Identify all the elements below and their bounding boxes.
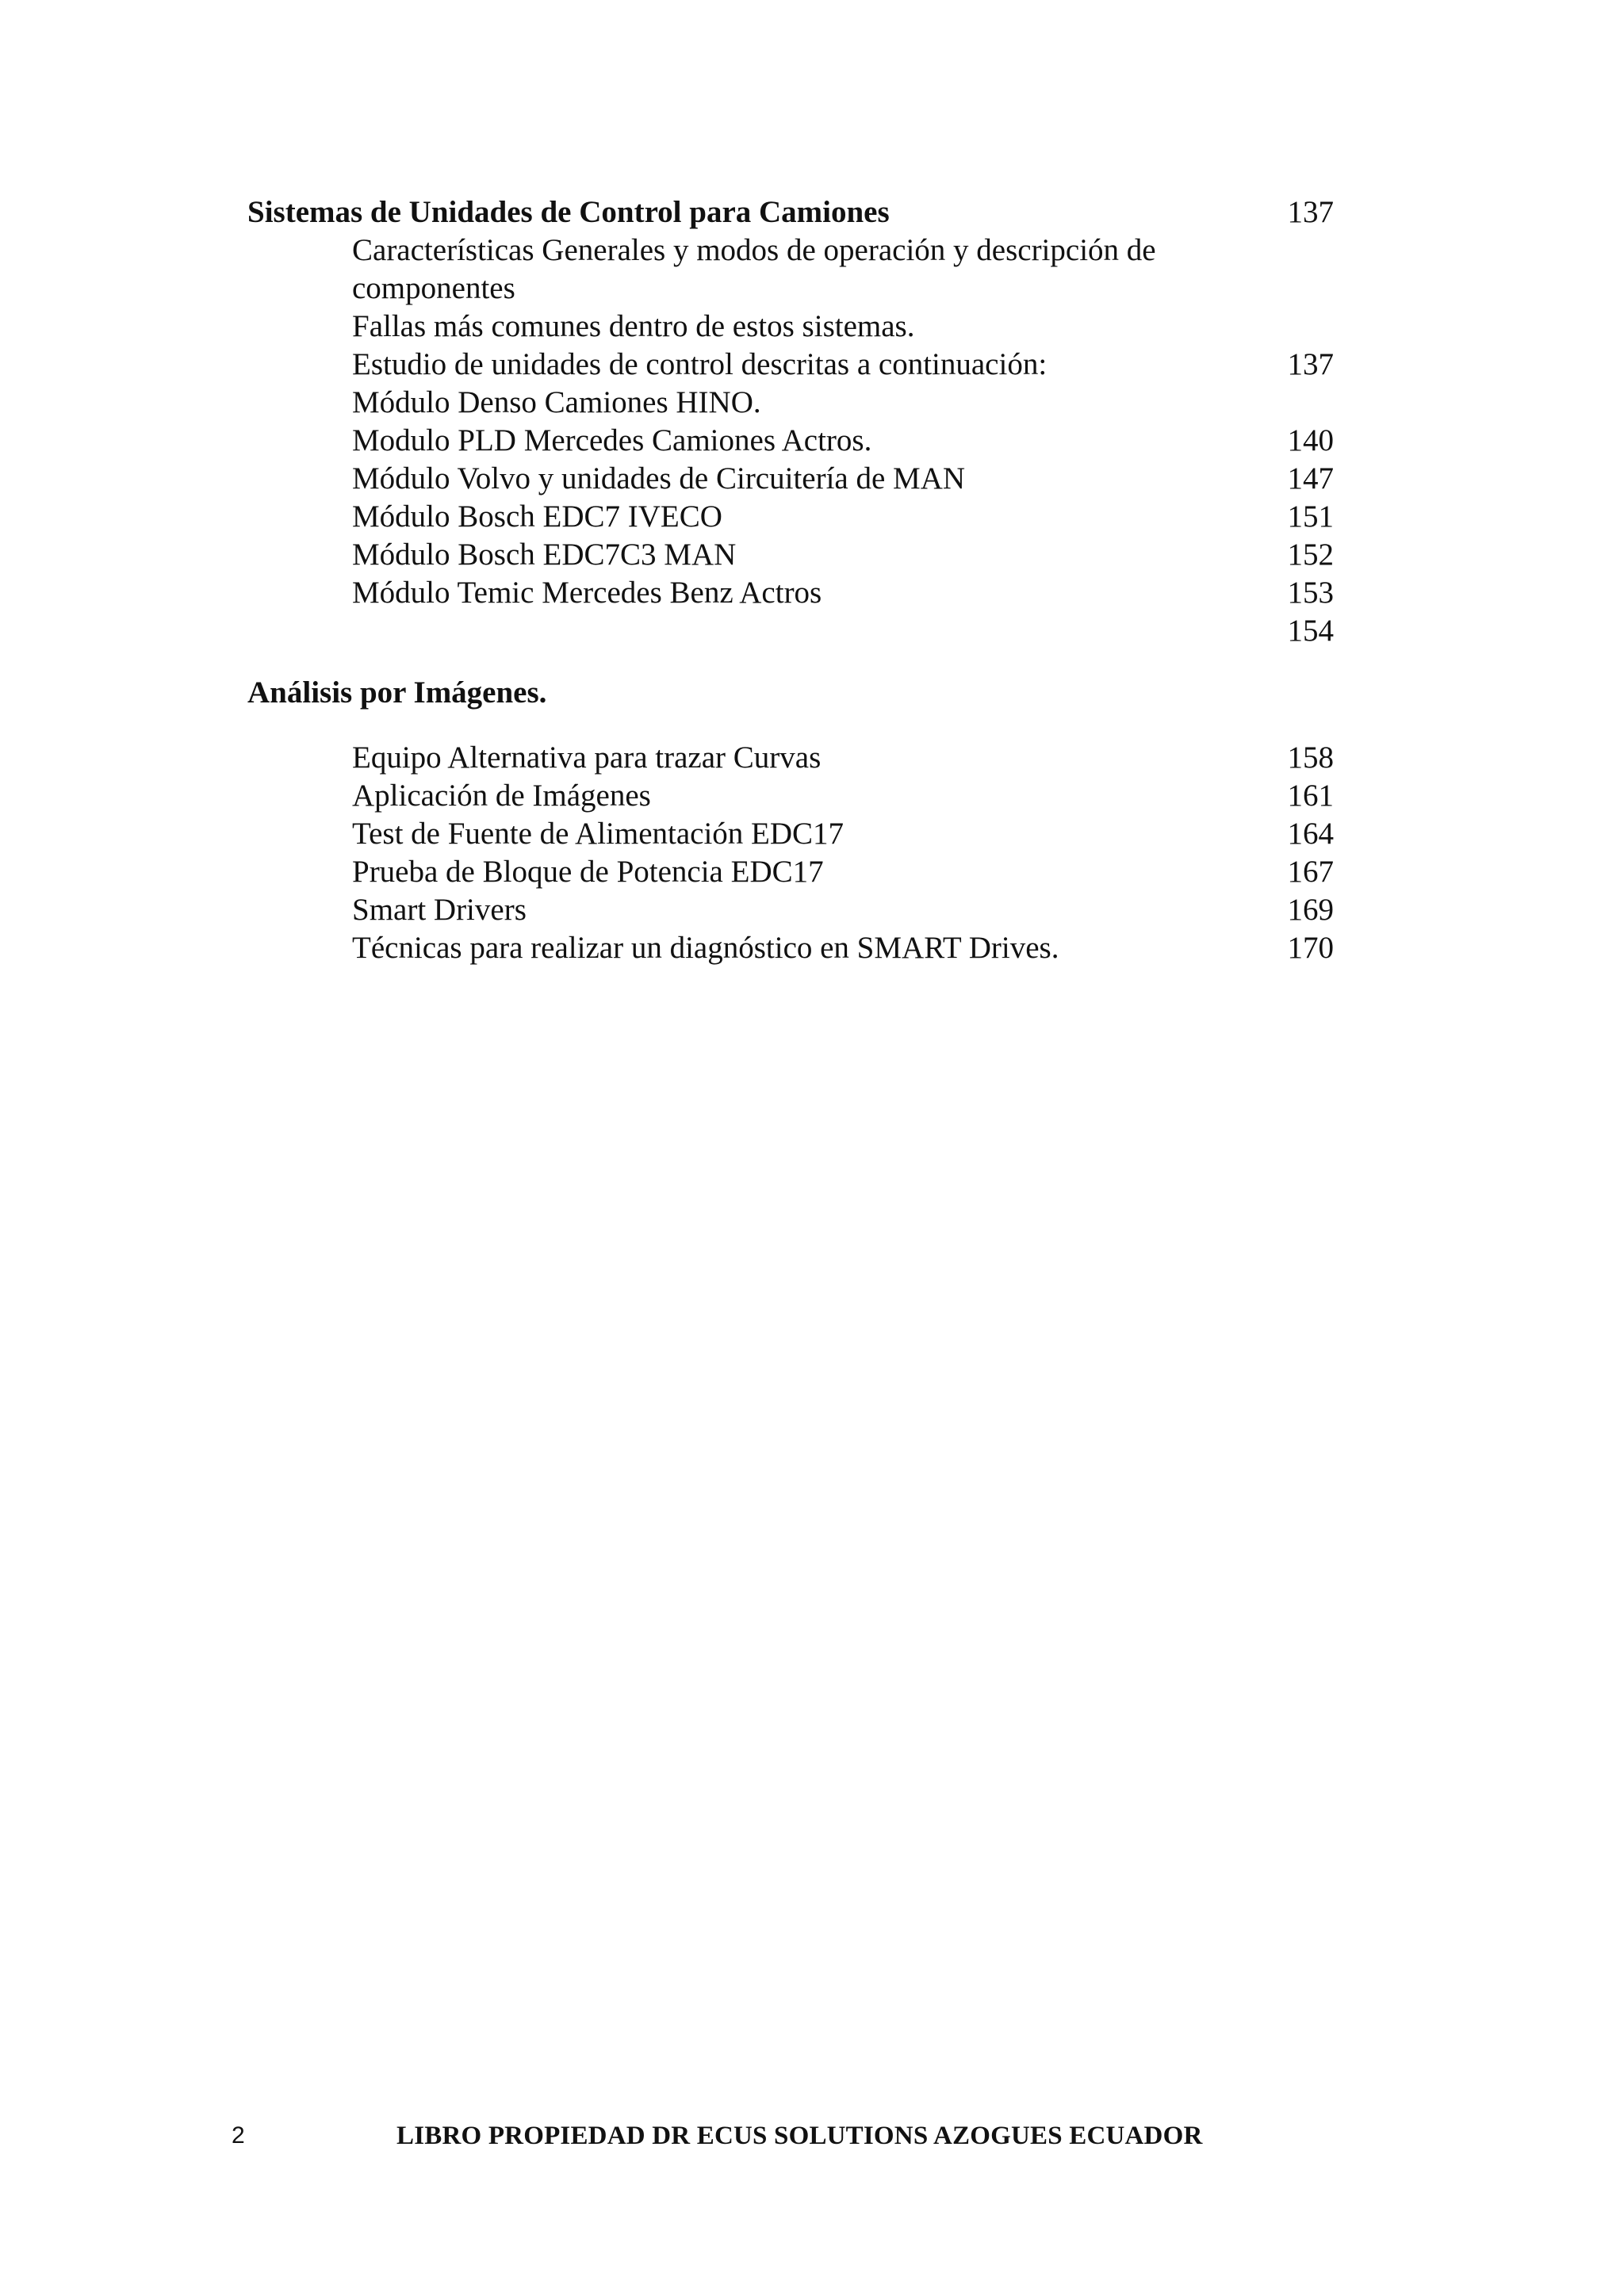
footer-text: LIBRO PROPIEDAD DR ECUS SOLUTIONS AZOGUES ECUADOR: [396, 2122, 1203, 2150]
section-title: Sistemas de Unidades de Control para Camiones: [247, 195, 890, 229]
toc-entry: [0, 815, 1624, 853]
toc-entry: [0, 460, 1624, 498]
toc-entry-text: Características Generales y modos de operación y descripción de: [352, 233, 1156, 267]
toc-heading: [0, 193, 1624, 232]
toc-entry: [0, 929, 1624, 967]
toc-entry-page: 170: [1287, 931, 1334, 965]
toc-entry: [0, 612, 1624, 650]
page-footer: [0, 2118, 1624, 2153]
toc-entry-page: 137: [1287, 347, 1334, 381]
toc-entry: [0, 232, 1624, 270]
section-title: Análisis por Imágenes.: [247, 675, 547, 710]
toc-entry-page: 158: [1287, 740, 1334, 775]
toc-entry: [0, 777, 1624, 815]
toc-entry-page: 154: [1287, 614, 1334, 648]
toc-entry-text: Modulo PLD Mercedes Camiones Actros.: [352, 423, 872, 457]
toc-entry: [0, 498, 1624, 536]
footer-page-number: 2: [232, 2122, 245, 2149]
toc-entry-text: Módulo Bosch EDC7 IVECO: [352, 499, 722, 534]
toc-entry: [0, 422, 1624, 460]
toc-entry: [0, 739, 1624, 777]
toc-entry: [0, 346, 1624, 384]
toc-entry: [0, 308, 1624, 346]
toc-entry-text: componentes: [352, 271, 515, 305]
toc-entry-page: 164: [1287, 817, 1334, 851]
toc-entry: [0, 270, 1624, 308]
toc-heading: [0, 674, 1624, 712]
toc-entry-text: Prueba de Bloque de Potencia EDC17: [352, 855, 824, 889]
toc-entry-text: Fallas más comunes dentro de estos sistemas.: [352, 309, 915, 343]
toc-entry-text: Estudio de unidades de control descritas a continuación:: [352, 347, 1048, 381]
toc-entry-text: Equipo Alternativa para trazar Curvas: [352, 740, 822, 775]
toc-entry: [0, 384, 1624, 422]
toc-entry-page: 153: [1287, 576, 1334, 610]
toc-entry-page: 169: [1287, 893, 1334, 927]
toc-entry: [0, 574, 1624, 612]
toc-entry-text: Test de Fuente de Alimentación EDC17: [352, 817, 845, 851]
toc-entry-page: 161: [1287, 779, 1334, 813]
toc-entry-text: Módulo Temic Mercedes Benz Actros: [352, 576, 822, 610]
toc-entry-text: Módulo Bosch EDC7C3 MAN: [352, 538, 737, 572]
section-page-number: 137: [1287, 195, 1334, 229]
toc-entry: [0, 536, 1624, 574]
toc-entry-page: 152: [1287, 538, 1334, 572]
toc-entry-page: 167: [1287, 855, 1334, 889]
toc-entry-text: Aplicación de Imágenes: [352, 779, 651, 813]
toc-entry-text: Técnicas para realizar un diagnóstico en SMART Drives.: [352, 931, 1059, 965]
toc-entry-text: Módulo Volvo y unidades de Circuitería de MAN: [352, 461, 966, 496]
toc-entry-text: Smart Drivers: [352, 893, 527, 927]
toc-entry: [0, 891, 1624, 929]
toc-entry-page: 147: [1287, 461, 1334, 496]
toc-entry-page: 151: [1287, 499, 1334, 534]
toc-entry: [0, 853, 1624, 891]
toc-entry-text: Módulo Denso Camiones HINO.: [352, 385, 761, 419]
toc-entry-page: 140: [1287, 423, 1334, 457]
